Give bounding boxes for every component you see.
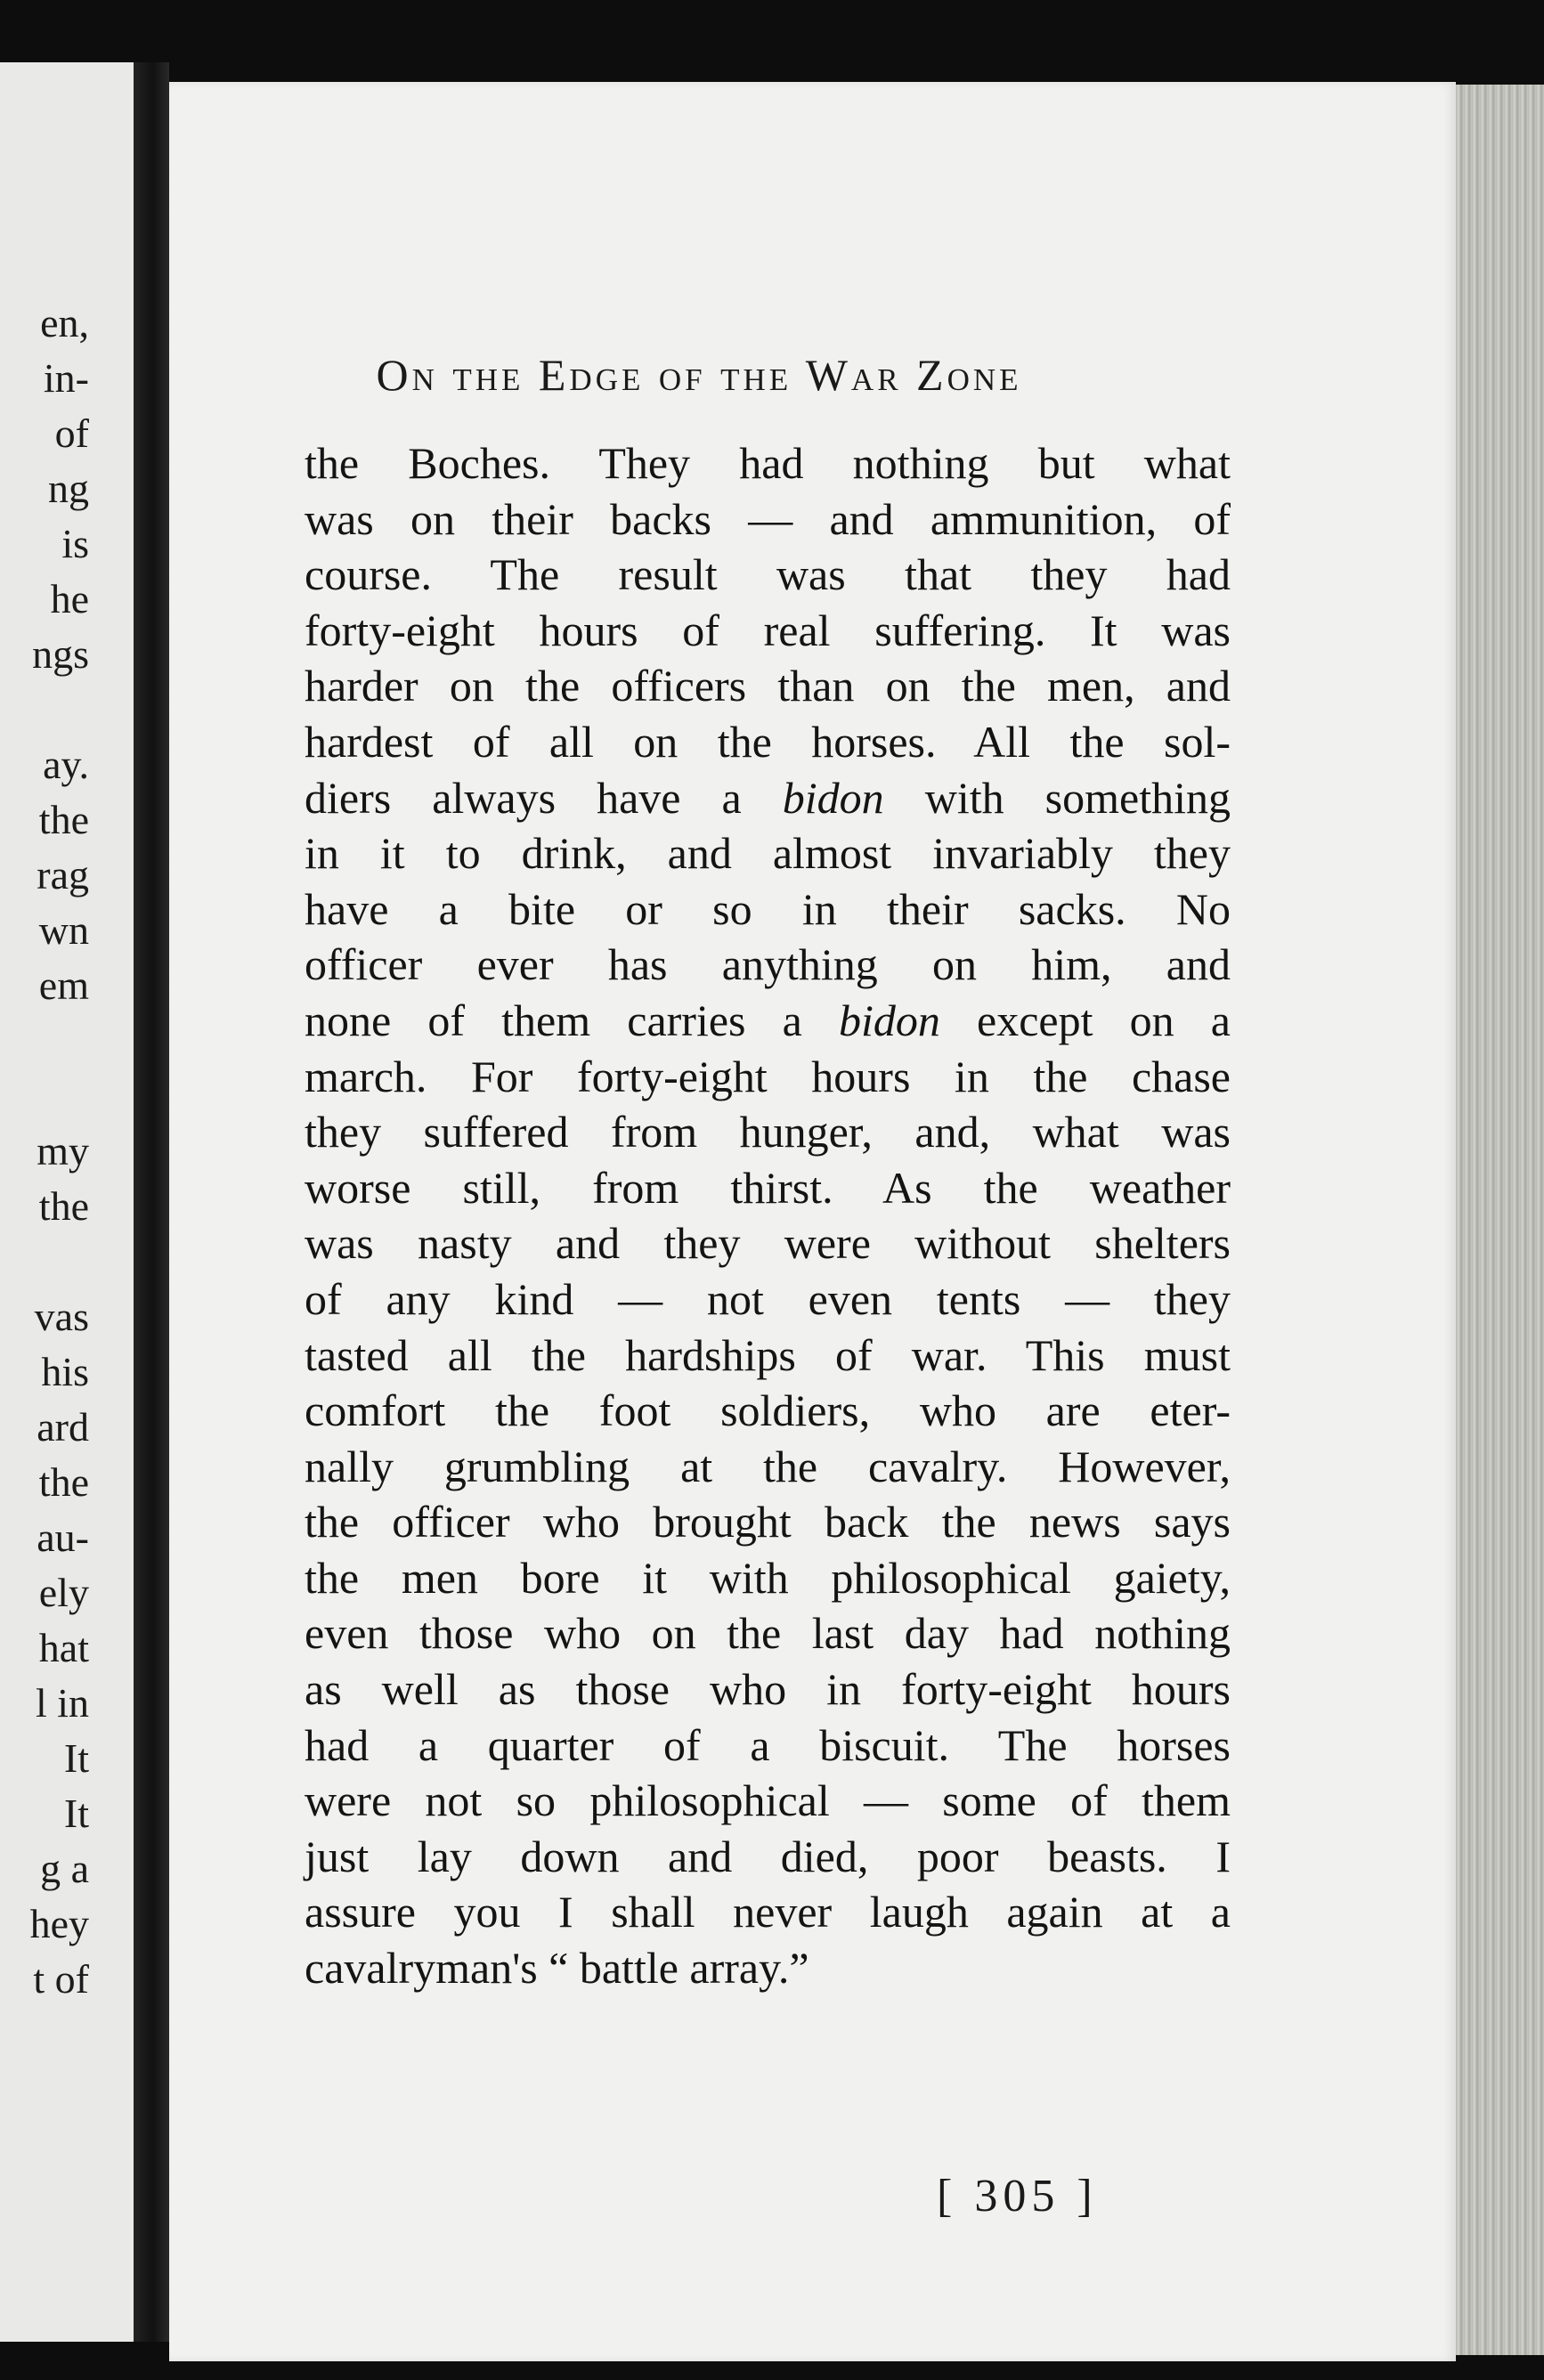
text-line: have a bite or so in their sacks. No: [305, 883, 1231, 934]
previous-page-fragment: hat: [38, 1625, 89, 1670]
previous-page-fragment: the: [38, 1183, 89, 1229]
text-line: assure you I shall never laugh again at a: [305, 1887, 1231, 1937]
previous-page-strip: [0, 62, 134, 2342]
text-line: the men bore it with philosophical gaiety,: [305, 1552, 1231, 1603]
previous-page-fragment: en,: [40, 300, 89, 345]
text-line: hardest of all on the horses. All the sol-: [305, 716, 1231, 767]
text-line: nally grumbling at the cavalry. However,: [305, 1441, 1231, 1491]
text-line: comfort the foot soldiers, who are eter-: [305, 1385, 1231, 1436]
text-line: they suffered from hunger, and, what was: [305, 1107, 1231, 1158]
previous-page-fragment: wn: [38, 907, 89, 953]
text-line: the Boches. They had nothing but what: [305, 438, 1231, 488]
previous-page-fragment: ay.: [43, 742, 89, 787]
previous-page-fragment: ard: [37, 1404, 89, 1450]
text-line: had a quarter of a biscuit. The horses: [305, 1719, 1231, 1770]
text-line: even those who on the last day had nothing: [305, 1608, 1231, 1659]
text-line: course. The result was that they had: [305, 549, 1231, 600]
previous-page-fragment: au-: [37, 1515, 89, 1560]
text-line: were not so philosophical — some of them: [305, 1775, 1231, 1826]
text-line: of any kind — not even tents — they: [305, 1273, 1231, 1324]
text-line: [305, 993, 1231, 1049]
text-line: harder on the officers than on the men, and: [305, 661, 1231, 711]
text-line: worse still, from thirst. As the weather: [305, 1162, 1231, 1213]
previous-page-fragment: of: [54, 410, 89, 456]
text-segment: except on a: [939, 995, 1231, 1045]
previous-page-fragment: hey: [29, 1901, 89, 1946]
text-line: march. For forty-eight hours in the chase: [305, 1051, 1231, 1101]
text-line: in it to drink, and almost invariably they: [305, 828, 1231, 879]
previous-page-fragment: ely: [38, 1570, 89, 1615]
text-line: cavalryman's “ battle array.”: [305, 1943, 809, 1994]
text-line: tasted all the hardships of war. This must: [305, 1329, 1231, 1380]
text-segment: diers always have a: [305, 772, 783, 823]
previous-page-fragment: the: [38, 1459, 89, 1505]
text-line: as well as those who in forty-eight hours: [305, 1664, 1231, 1715]
previous-page-fragment: It: [63, 1735, 89, 1781]
italic-word: bidon: [782, 772, 884, 823]
previous-page-fragment: rag: [37, 852, 89, 898]
previous-page-fragment: ngs: [32, 631, 89, 677]
previous-page-fragment: ng: [48, 466, 89, 511]
running-head: On the Edge of the War Zone: [376, 350, 1022, 400]
page-edges: [1456, 85, 1544, 2355]
book-page: [169, 82, 1456, 2361]
text-segment: none of them carries a: [305, 995, 839, 1045]
previous-page-fragment: l in: [35, 1680, 89, 1726]
text-line: was nasty and they were without shelters: [305, 1218, 1231, 1269]
previous-page-fragment: vas: [34, 1294, 89, 1339]
text-line: just lay down and died, poor beasts. I: [305, 1831, 1231, 1881]
text-line: [305, 770, 1231, 826]
previous-page-fragment: the: [38, 797, 89, 842]
text-segment: with something: [883, 772, 1231, 823]
previous-page-fragment: is: [61, 521, 89, 566]
previous-page-fragment: t of: [33, 1956, 89, 2002]
previous-page-fragment: It: [63, 1791, 89, 1836]
page-number: [ 305 ]: [937, 2171, 1098, 2222]
previous-page-fragment: em: [38, 963, 89, 1008]
text-line: officer ever has anything on him, and: [305, 939, 1231, 990]
previous-page-fragment: he: [50, 576, 89, 621]
text-line: the officer who brought back the news says: [305, 1497, 1231, 1547]
italic-word: bidon: [838, 995, 940, 1045]
text-line: was on their backs — and ammunition, of: [305, 493, 1231, 544]
book-gutter: [134, 62, 169, 2342]
text-line: forty-eight hours of real suffering. It was: [305, 605, 1231, 655]
previous-page-fragment: my: [37, 1128, 89, 1174]
previous-page-fragment: in-: [43, 355, 89, 401]
previous-page-fragment: g a: [40, 1846, 89, 1891]
previous-page-fragment: his: [41, 1349, 89, 1394]
body-text: [305, 435, 1231, 1996]
